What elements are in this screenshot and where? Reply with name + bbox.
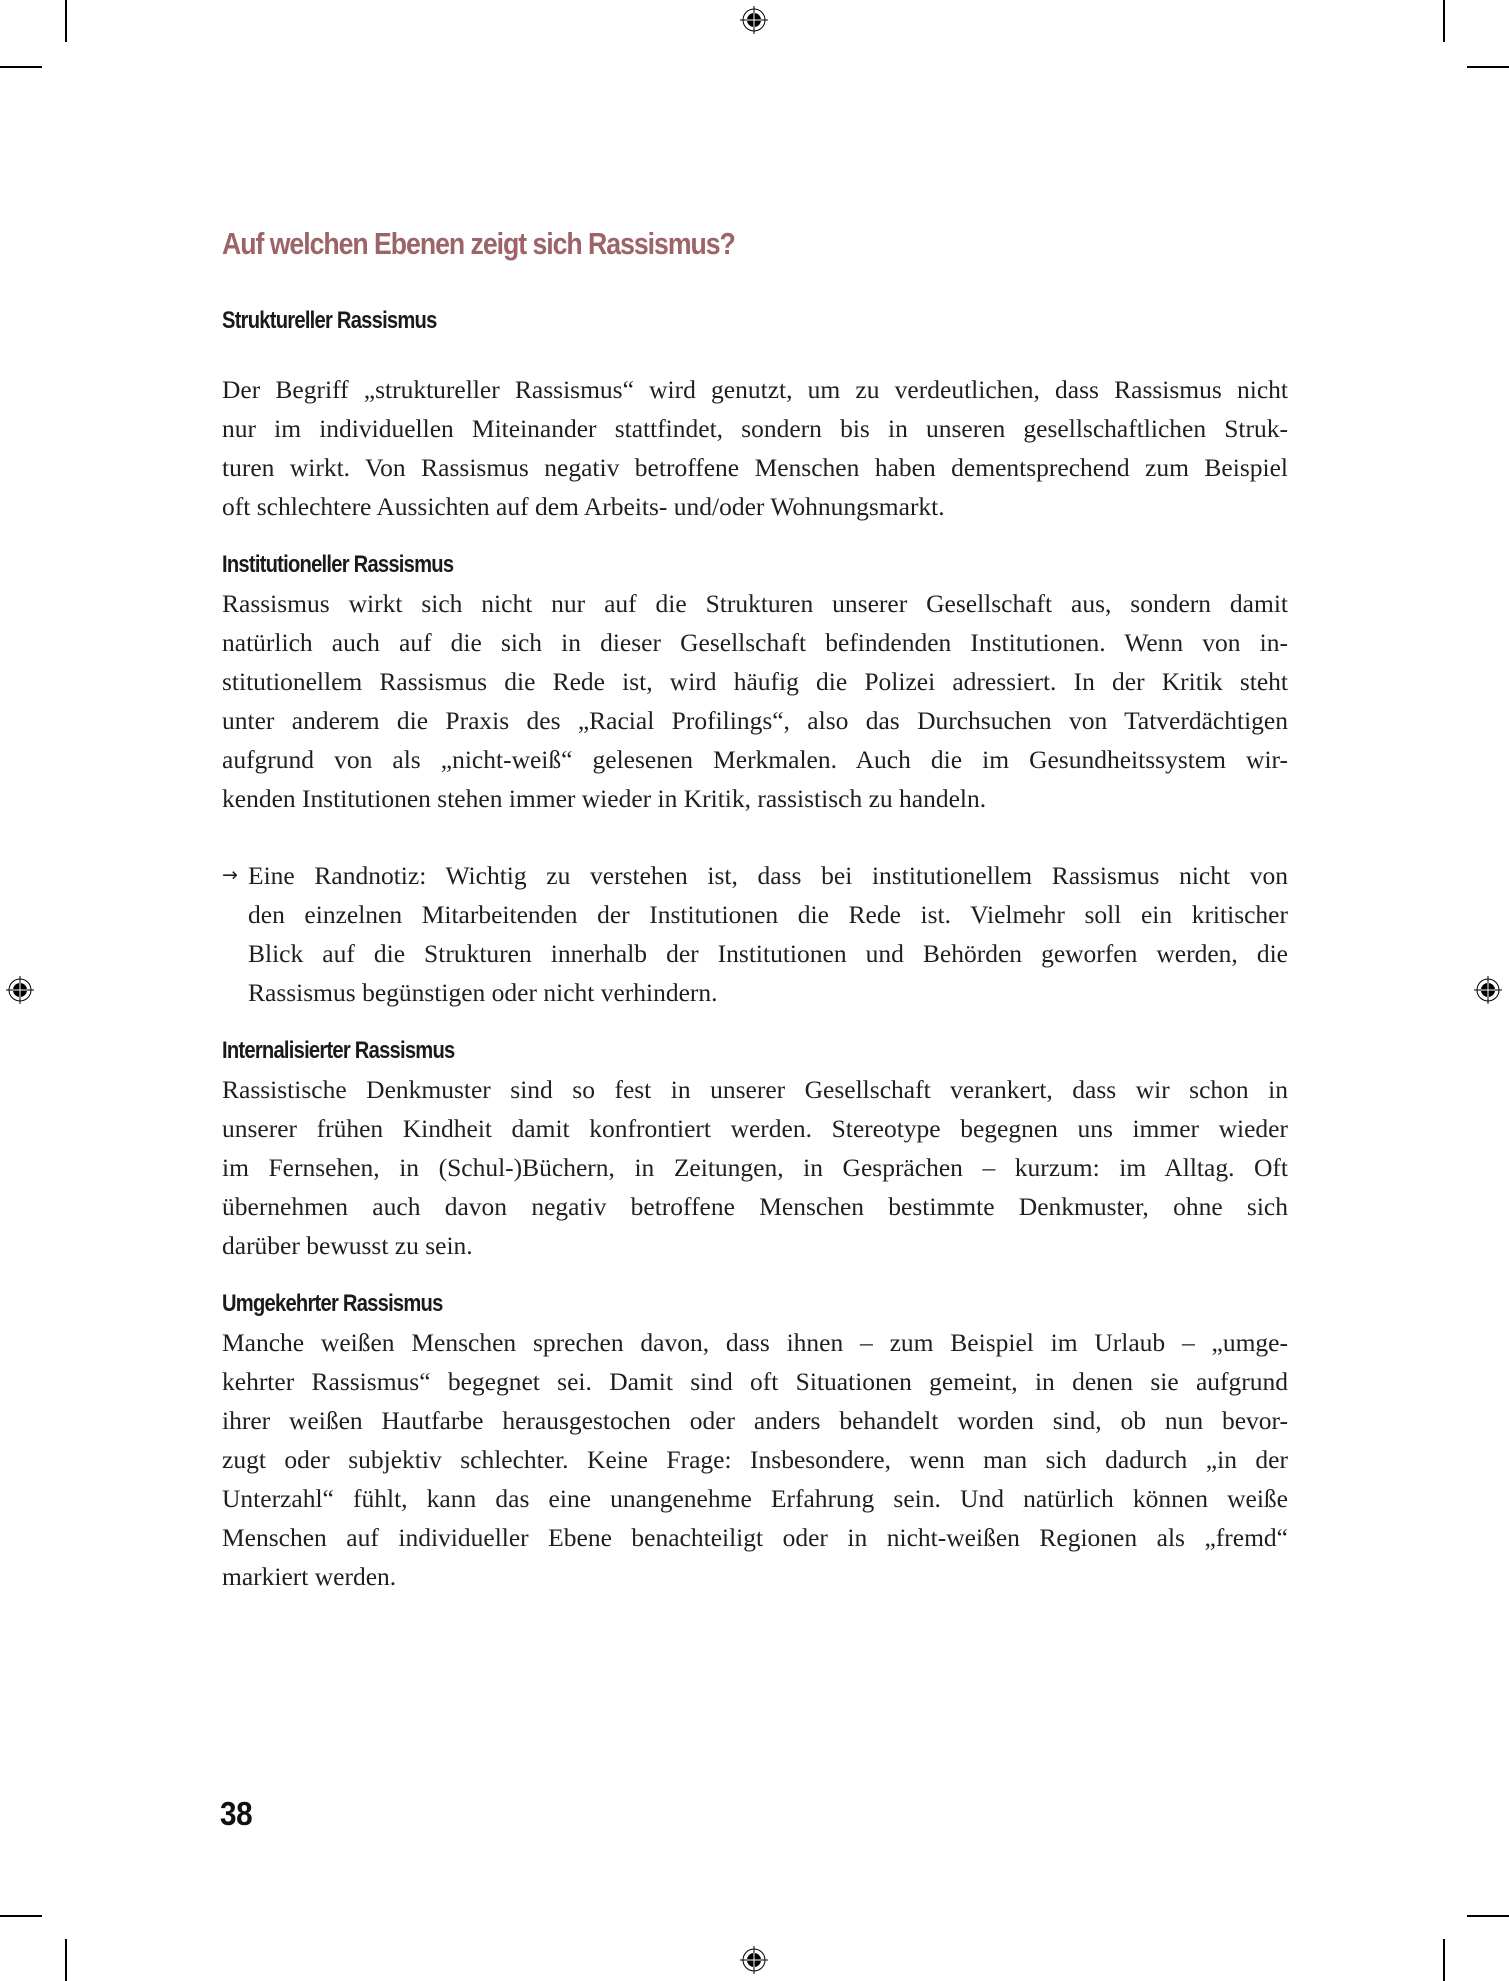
page-content [222,224,1288,1596]
text-line: natürlich auch auf die sich in dieser Gesellschaft befindenden Institutionen. Wenn von in- [222,628,1288,657]
text-line: Blick auf die Strukturen innerhalb der Institutionen und Behörden geworfen werden, die [248,939,1288,968]
side-note [222,856,1288,1012]
text-line: unserer frühen Kindheit damit konfrontiert werden. Stereotype begegnen uns immer wieder [222,1114,1288,1143]
text-line: kehrter Rassismus“ begegnet sei. Damit sind oft Situationen gemeint, in denen sie aufgrund [222,1367,1288,1396]
section-institutionell [222,545,1288,1012]
crop-mark-top-left-vertical [65,0,67,42]
text-line: ihrer weißen Hautfarbe herausgestochen oder anders behandelt worden sind, ob nun bevor- [222,1406,1288,1435]
section-body [222,1323,1288,1596]
text-line: Menschen auf individueller Ebene benachteiligt oder in nicht-weißen Regionen als „fremd“ [222,1523,1288,1552]
registration-mark-top-icon [739,5,769,35]
crop-mark-bottom-left-horizontal [0,1915,42,1917]
registration-mark-right-icon [1473,975,1503,1005]
text-line: turen wirkt. Von Rassismus negativ betroffene Menschen haben dementsprechend zum Beispiel [222,453,1288,482]
section-strukturell [222,301,1288,526]
text-line: im Fernsehen, in (Schul-)Büchern, in Zeitungen, in Gesprächen – kurzum: im Alltag. Oft [222,1153,1288,1182]
section-body [222,1070,1288,1265]
text-line: Der Begriff „struktureller Rassismus“ wird genutzt, um zu verdeutlichen, dass Rassismus nicht [222,375,1288,404]
text-line: kenden Institutionen stehen immer wieder in Kritik, rassistisch zu handeln. [222,784,987,813]
section-internalisiert [222,1031,1288,1265]
text-line: stitutionellem Rassismus die Rede ist, wird häufig die Polizei adressiert. In der Kritik steht [222,667,1288,696]
text-line: Rassistische Denkmuster sind so fest in unserer Gesellschaft verankert, dass wir schon in [222,1075,1288,1104]
crop-mark-top-left-horizontal [0,66,42,68]
page-number: 38 [220,1795,253,1832]
text-line: Manche weißen Menschen sprechen davon, dass ihnen – zum Beispiel im Urlaub – „umge- [222,1328,1288,1357]
text-line: markiert werden. [222,1562,397,1591]
text-line: Rassismus wirkt sich nicht nur auf die Strukturen unserer Gesellschaft aus, sondern damit [222,589,1288,618]
text-line: aufgrund von als „nicht-weiß“ gelesenen Merkmalen. Auch die im Gesundheitssystem wir- [222,745,1288,774]
text-line: den einzelnen Mitarbeitenden der Institutionen die Rede ist. Vielmehr soll ein kritischer [248,900,1288,929]
section-body [222,370,1288,526]
text-line: zugt oder subjektiv schlechter. Keine Frage: Insbesondere, wenn man sich dadurch „in der [222,1445,1288,1474]
section-title: Umgekehrter Rassismus [222,1290,443,1317]
text-line: nur im individuellen Miteinander stattfindet, sondern bis in unseren gesellschaftlichen Struk- [222,414,1288,443]
crop-mark-top-right-vertical [1443,0,1445,42]
text-line: Rassismus begünstigen oder nicht verhindern. [248,978,718,1007]
section-title: Internalisierter Rassismus [222,1037,455,1064]
section-title: Struktureller Rassismus [222,307,437,334]
text-line: Unterzahl“ fühlt, kann das eine unangenehme Erfahrung sein. Und natürlich können weiße [222,1484,1288,1513]
text-line: übernehmen auch davon negativ betroffene Menschen bestimmte Denkmuster, ohne sich [222,1192,1288,1221]
text-line: Eine Randnotiz: Wichtig zu verstehen ist, dass bei institutionellem Rassismus nicht von [248,861,1288,890]
crop-mark-bottom-right-horizontal [1467,1915,1509,1917]
registration-mark-left-icon [5,975,35,1005]
text-line: oft schlechtere Aussichten auf dem Arbeits- und/oder Wohnungsmarkt. [222,492,945,521]
text-line: darüber bewusst zu sein. [222,1231,473,1260]
crop-mark-top-right-horizontal [1467,66,1509,68]
section-umgekehrt [222,1284,1288,1596]
section-body [222,584,1288,818]
crop-mark-bottom-left-vertical [65,1939,67,1981]
section-title: Institutioneller Rassismus [222,551,454,578]
registration-mark-bottom-icon [739,1945,769,1975]
text-line: unter anderem die Praxis des „Racial Profilings“, also das Durchsuchen von Tatverdächtigen [222,706,1288,735]
page-heading: Auf welchen Ebenen zeigt sich Rassismus? [222,226,735,261]
arrow-right-icon: → [222,864,238,886]
crop-mark-bottom-right-vertical [1443,1939,1445,1981]
